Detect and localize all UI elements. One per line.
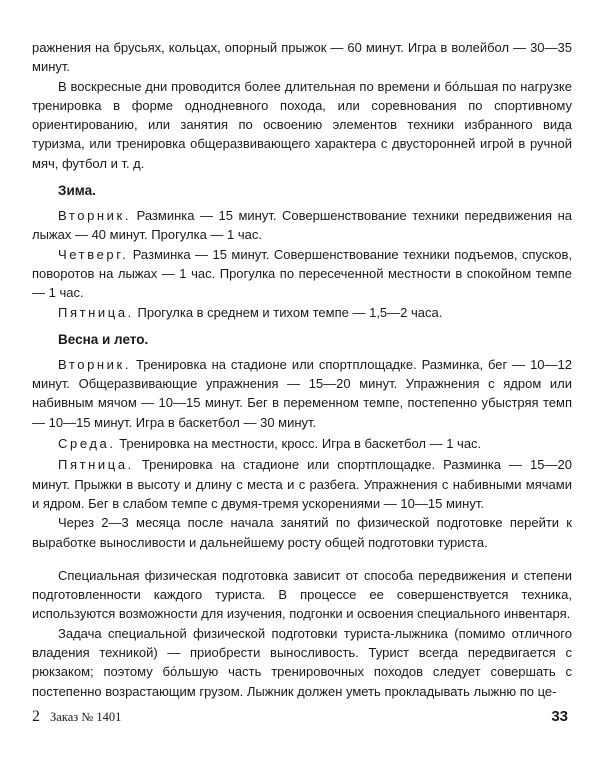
day-label-tuesday: Вторник. xyxy=(58,356,132,372)
day-label-friday: Пятница. xyxy=(58,457,134,473)
winter-thursday xyxy=(32,245,572,303)
winter-thursday-text: Разминка — 15 минут. Совершенствование техники подъемов, спусков, поворотов на лыжах — 1 час. Прогулка по пересеченной местности в спокойном темпе — 1 час. xyxy=(32,246,572,301)
printer-signature xyxy=(32,708,121,726)
paragraph-after-months: Через 2—3 месяца после начала занятий по физической подготовке перейти к выработке выносливости и дальнейшему росту общей подготовки туриста. xyxy=(32,515,572,550)
page-body xyxy=(32,38,572,701)
paragraph-special-training: Специальная физическая подготовка зависит от способа передвижения и степени подготовленности каждого туриста. В процессе ее совершенствуется техника, используются возможности для изучения, подгонки и освоения специального инвентаря. xyxy=(32,567,572,622)
paragraph-skier-task: Задача специальной физической подготовки туриста-лыжника (помимо отличного владения техникой) — приобрести выносливость. Турист всегда передвигается с рюкзаком; поэтому бо́льшую часть тренировочных походов следует совершать с постепенно возрастающим грузом. Лыжник должен уметь прокладывать лыжню по це- xyxy=(32,625,572,699)
winter-tuesday-text: Разминка — 15 минут. Совершенствование техники передвижения на лыжах — 40 минут. Прогулка — 1 час. xyxy=(32,208,572,243)
spring-friday-text: Тренировка на стадионе или спортплощадке. Разминка — 15—20 минут. Прыжки в высоту и длину с места и с разбега. Упражнения с набивными мячами и ядром. Бег в слабом темпе с двумя-тремя ускорениями — 10—15 минут. xyxy=(32,457,572,511)
day-label-thursday: Четверг. xyxy=(58,246,129,262)
spring-wednesday xyxy=(32,434,572,453)
spring-tuesday xyxy=(32,355,572,432)
day-label-friday: Пятница. xyxy=(58,304,134,320)
winter-tuesday xyxy=(32,206,572,245)
heading-winter: Зима. xyxy=(58,183,96,199)
page-footer xyxy=(32,708,572,730)
order-label: Заказ № 1401 xyxy=(50,710,122,724)
signature-number: 2 xyxy=(32,708,40,725)
spring-tuesday-text: Тренировка на стадионе или спортплощадке. Разминка, бег — 10—12 минут. Общеразвивающие упражнения — 15—20 минут. Упражнения с ядром или набивным мячом — 10—15 минут. Бег в переменном темпе, постепенно убыстряя темп — 10—15 минут. Игра в баскетбол — 30 минут. xyxy=(32,356,572,430)
paragraph-sunday-training: В воскресные дни проводится более длительная по времени и бо́льшая по нагрузке тренировка в форме однодневного похода, или соревнования по спортивному ориентированию, или занятия по освоению элементов техники избранного вида туризма, или тренировка общеразвивающего характера с двусторонней игрой в ручной мяч, футбол и т. д. xyxy=(32,78,572,171)
heading-spring-summer: Весна и лето. xyxy=(58,331,149,347)
winter-friday-text: Прогулка в среднем и тихом темпе — 1,5—2 часа. xyxy=(137,304,443,320)
day-label-wednesday: Среда. xyxy=(58,436,116,452)
spring-wednesday-text: Тренировка на местности, кросс. Игра в баскетбол — 1 час. xyxy=(119,436,482,452)
paragraph-exercises-end: ражнения на брусьях, кольцах, опорный прыжок — 60 минут. Игра в волейбол — 30—35 минут. xyxy=(32,40,572,75)
day-label-tuesday: Вторник. xyxy=(58,208,132,224)
winter-friday xyxy=(32,303,572,322)
page-number: 33 xyxy=(551,708,568,725)
spring-friday xyxy=(32,455,572,513)
